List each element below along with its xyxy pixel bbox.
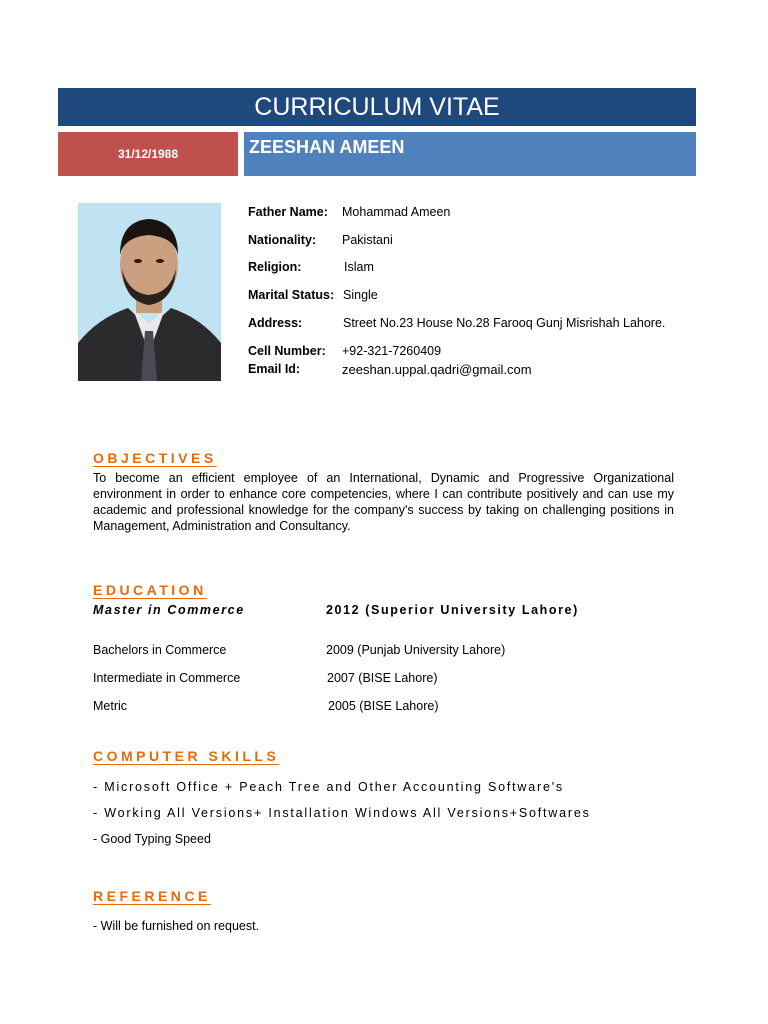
- religion-label: Religion:: [248, 260, 302, 274]
- education-detail: 2012 (Superior University Lahore): [326, 603, 579, 617]
- education-detail-master: [326, 603, 579, 617]
- cell-number-label: Cell Number:: [248, 344, 326, 358]
- reference-text: - Will be furnished on request.: [93, 919, 260, 933]
- religion-value: Islam: [344, 260, 374, 274]
- education-detail-bachelors: 2009 (Punjab University Lahore): [326, 643, 506, 657]
- skill-item: - Working All Versions+ Installation Windows All Versions+Softwares: [93, 806, 591, 820]
- reference-heading: REFERENCE: [93, 888, 211, 904]
- education-degree-bachelors: Bachelors in Commerce: [93, 643, 227, 657]
- cell-number-value: +92-321-7260409: [342, 344, 442, 358]
- address-label: Address:: [248, 316, 303, 330]
- computer-skills-heading: COMPUTER SKILLS: [93, 748, 280, 764]
- marital-status-value: Single: [343, 288, 378, 302]
- objectives-heading: OBJECTIVES: [93, 450, 217, 466]
- education-heading: EDUCATION: [93, 582, 207, 598]
- father-name-value: Mohammad Ameen: [342, 205, 451, 219]
- date-of-birth: 31/12/1988: [58, 132, 238, 176]
- skill-item: - Microsoft Office + Peach Tree and Other Accounting Software's: [93, 780, 564, 794]
- profile-photo: [78, 203, 221, 381]
- education-detail-metric: 2005 (BISE Lahore): [328, 699, 439, 713]
- cv-title: CURRICULUM VITAE: [58, 88, 696, 126]
- education-degree: Master in Commerce: [93, 603, 245, 617]
- nationality-label: Nationality:: [248, 233, 317, 247]
- objectives-text: To become an efficient employee of an International, Dynamic and Progressive Organizational environment in order to enhance core competencies, where I can contribute positively and can use my academic and professional knowledge for the company's success by taking on challenging positions in Management, Administration and Consultancy.: [93, 471, 674, 533]
- email-label: Email Id:: [248, 362, 301, 376]
- email-value[interactable]: zeeshan.uppal.qadri@gmail.com: [342, 362, 532, 377]
- education-degree-metric: Metric: [93, 699, 128, 713]
- education-detail-intermediate: 2007 (BISE Lahore): [327, 671, 438, 685]
- skill-item: - Good Typing Speed: [93, 832, 211, 846]
- marital-status-label: Marital Status:: [248, 288, 335, 302]
- education-degree-intermediate: Intermediate in Commerce: [93, 671, 241, 685]
- education-degree-master: [93, 603, 245, 617]
- candidate-name: ZEESHAN AMEEN: [244, 132, 696, 176]
- father-name-label: Father Name:: [248, 205, 328, 219]
- address-value: Street No.23 House No.28 Farooq Gunj Misrishah Lahore.: [343, 316, 666, 330]
- nationality-value: Pakistani: [342, 233, 393, 247]
